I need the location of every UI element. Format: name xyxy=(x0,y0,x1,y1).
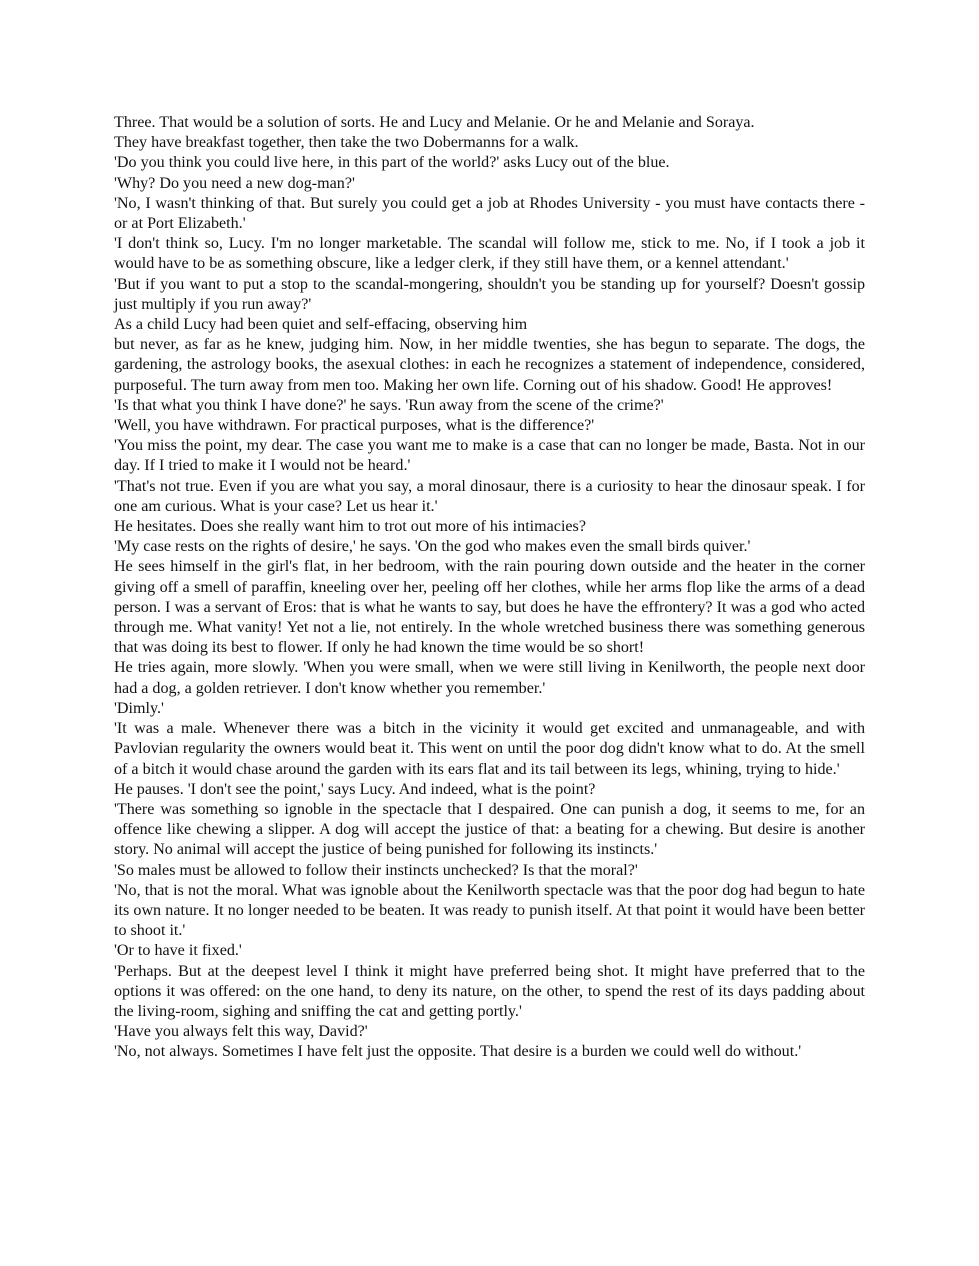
paragraph: 'I don't think so, Lucy. I'm no longer marketable. The scandal will follow me, stick to me. No, if I took a job it would have to be as something obscure, like a ledger clerk, if they still have them, or a kennel attendant.' xyxy=(114,235,865,273)
paragraph: As a child Lucy had been quiet and self-effacing, observing him xyxy=(114,316,528,334)
paragraph: 'My case rests on the rights of desire,' he says. 'On the god who makes even the small birds quiver.' xyxy=(114,538,751,556)
paragraph: 'That's not true. Even if you are what you say, a moral dinosaur, there is a curiosity to hear the dinosaur speak. I for one am curious. What is your case? Let us hear it.' xyxy=(114,477,865,515)
paragraph: They have breakfast together, then take the two Dobermanns for a walk. xyxy=(114,134,579,152)
paragraph: Three. That would be a solution of sorts. He and Lucy and Melanie. Or he and Melanie and Soraya. xyxy=(114,114,755,131)
paragraph: 'It was a male. Whenever there was a bitch in the vicinity it would get excited and unmanageable, and with Pavlovian regularity the owners would beat it. This went on until the poor dog didn't know what to do. At the smell of a bitch it would chase around the garden with its ears flat and its tail between its legs, whining, trying to hide.' xyxy=(114,720,865,778)
paragraph: He hesitates. Does she really want him to trot out more of his intimacies? xyxy=(114,518,586,536)
paragraph: 'Is that what you think I have done?' he says. 'Run away from the scene of the crime?' xyxy=(114,396,664,414)
paragraph: 'No, that is not the moral. What was ignoble about the Kenilworth spectacle was that the poor dog had begun to hate its own nature. It no longer needed to be beaten. It was ready to punish itself. At that point it would have been better to shoot it.' xyxy=(114,881,865,940)
paragraph: 'Do you think you could live here, in this part of the world?' asks Lucy out of the blue. xyxy=(114,154,670,172)
paragraph: He sees himself in the girl's flat, in her bedroom, with the rain pouring down outside and the heater in the corner giving off a smell of paraffin, kneeling over her, peeling off her clothes, while her arms flop like the arms of a dead person. I was a servant of Eros: that is what he wants to say, but does he have the effrontery? It was a god who acted through me. What vanity! Yet not a lie, not entirely. In the whole wretched business there was something generous that was doing its best to flower. If only he had known the time would be so short! xyxy=(114,558,865,657)
paragraph: 'But if you want to put a stop to the scandal-mongering, shouldn't you be standing up for yourself? Doesn't gossip just multiply if you run away?' xyxy=(114,275,865,313)
paragraph: He pauses. 'I don't see the point,' says Lucy. And indeed, what is the point? xyxy=(114,780,596,798)
paragraph: 'No, not always. Sometimes I have felt just the opposite. That desire is a burden we could well do without.' xyxy=(114,1043,802,1061)
paragraph: 'Have you always felt this way, David?' xyxy=(114,1023,368,1041)
document-page xyxy=(114,113,865,1063)
paragraph: He tries again, more slowly. 'When you were small, when we were still living in Kenilworth, the people next door had a dog, a golden retriever. I don't know whether you remember.' xyxy=(114,659,865,697)
paragraph: 'You miss the point, my dear. The case you want me to make is a case that can no longer be made, Basta. Not in our day. If I tried to make it I would not be heard.' xyxy=(114,437,865,475)
paragraph: 'Well, you have withdrawn. For practical purposes, what is the difference?' xyxy=(114,417,595,435)
paragraph: 'There was something so ignoble in the spectacle that I despaired. One can punish a dog, it seems to me, for an offence like chewing a slipper. A dog will accept the justice of that: a beating for a chewing. But desire is another story. No animal will accept the justice of being punished for following its instincts.' xyxy=(114,800,865,859)
paragraph: 'So males must be allowed to follow their instincts unchecked? Is that the moral?' xyxy=(114,861,638,879)
paragraph: 'Perhaps. But at the deepest level I think it might have preferred being shot. It might have preferred that to the options it was offered: on the one hand, to deny its nature, on the other, to spend the rest of its days padding about the living-room, sighing and sniffing the cat and getting portly.' xyxy=(114,962,865,1020)
paragraph: 'Why? Do you need a new dog-man?' xyxy=(114,174,355,192)
paragraph: 'Or to have it fixed.' xyxy=(114,942,242,960)
paragraph: but never, as far as he knew, judging him. Now, in her middle twenties, she has begun to separate. The dogs, the gardening, the astrology books, the asexual clothes: in each he recognizes a statement of independence, considered, purposeful. The turn away from men too. Making her own life. Corning out of his shadow. Good! He approves! xyxy=(114,336,865,394)
paragraph: 'Dimly.' xyxy=(114,699,164,717)
paragraph: 'No, I wasn't thinking of that. But surely you could get a job at Rhodes University - you must have contacts there - or at Port Elizabeth.' xyxy=(114,194,865,233)
